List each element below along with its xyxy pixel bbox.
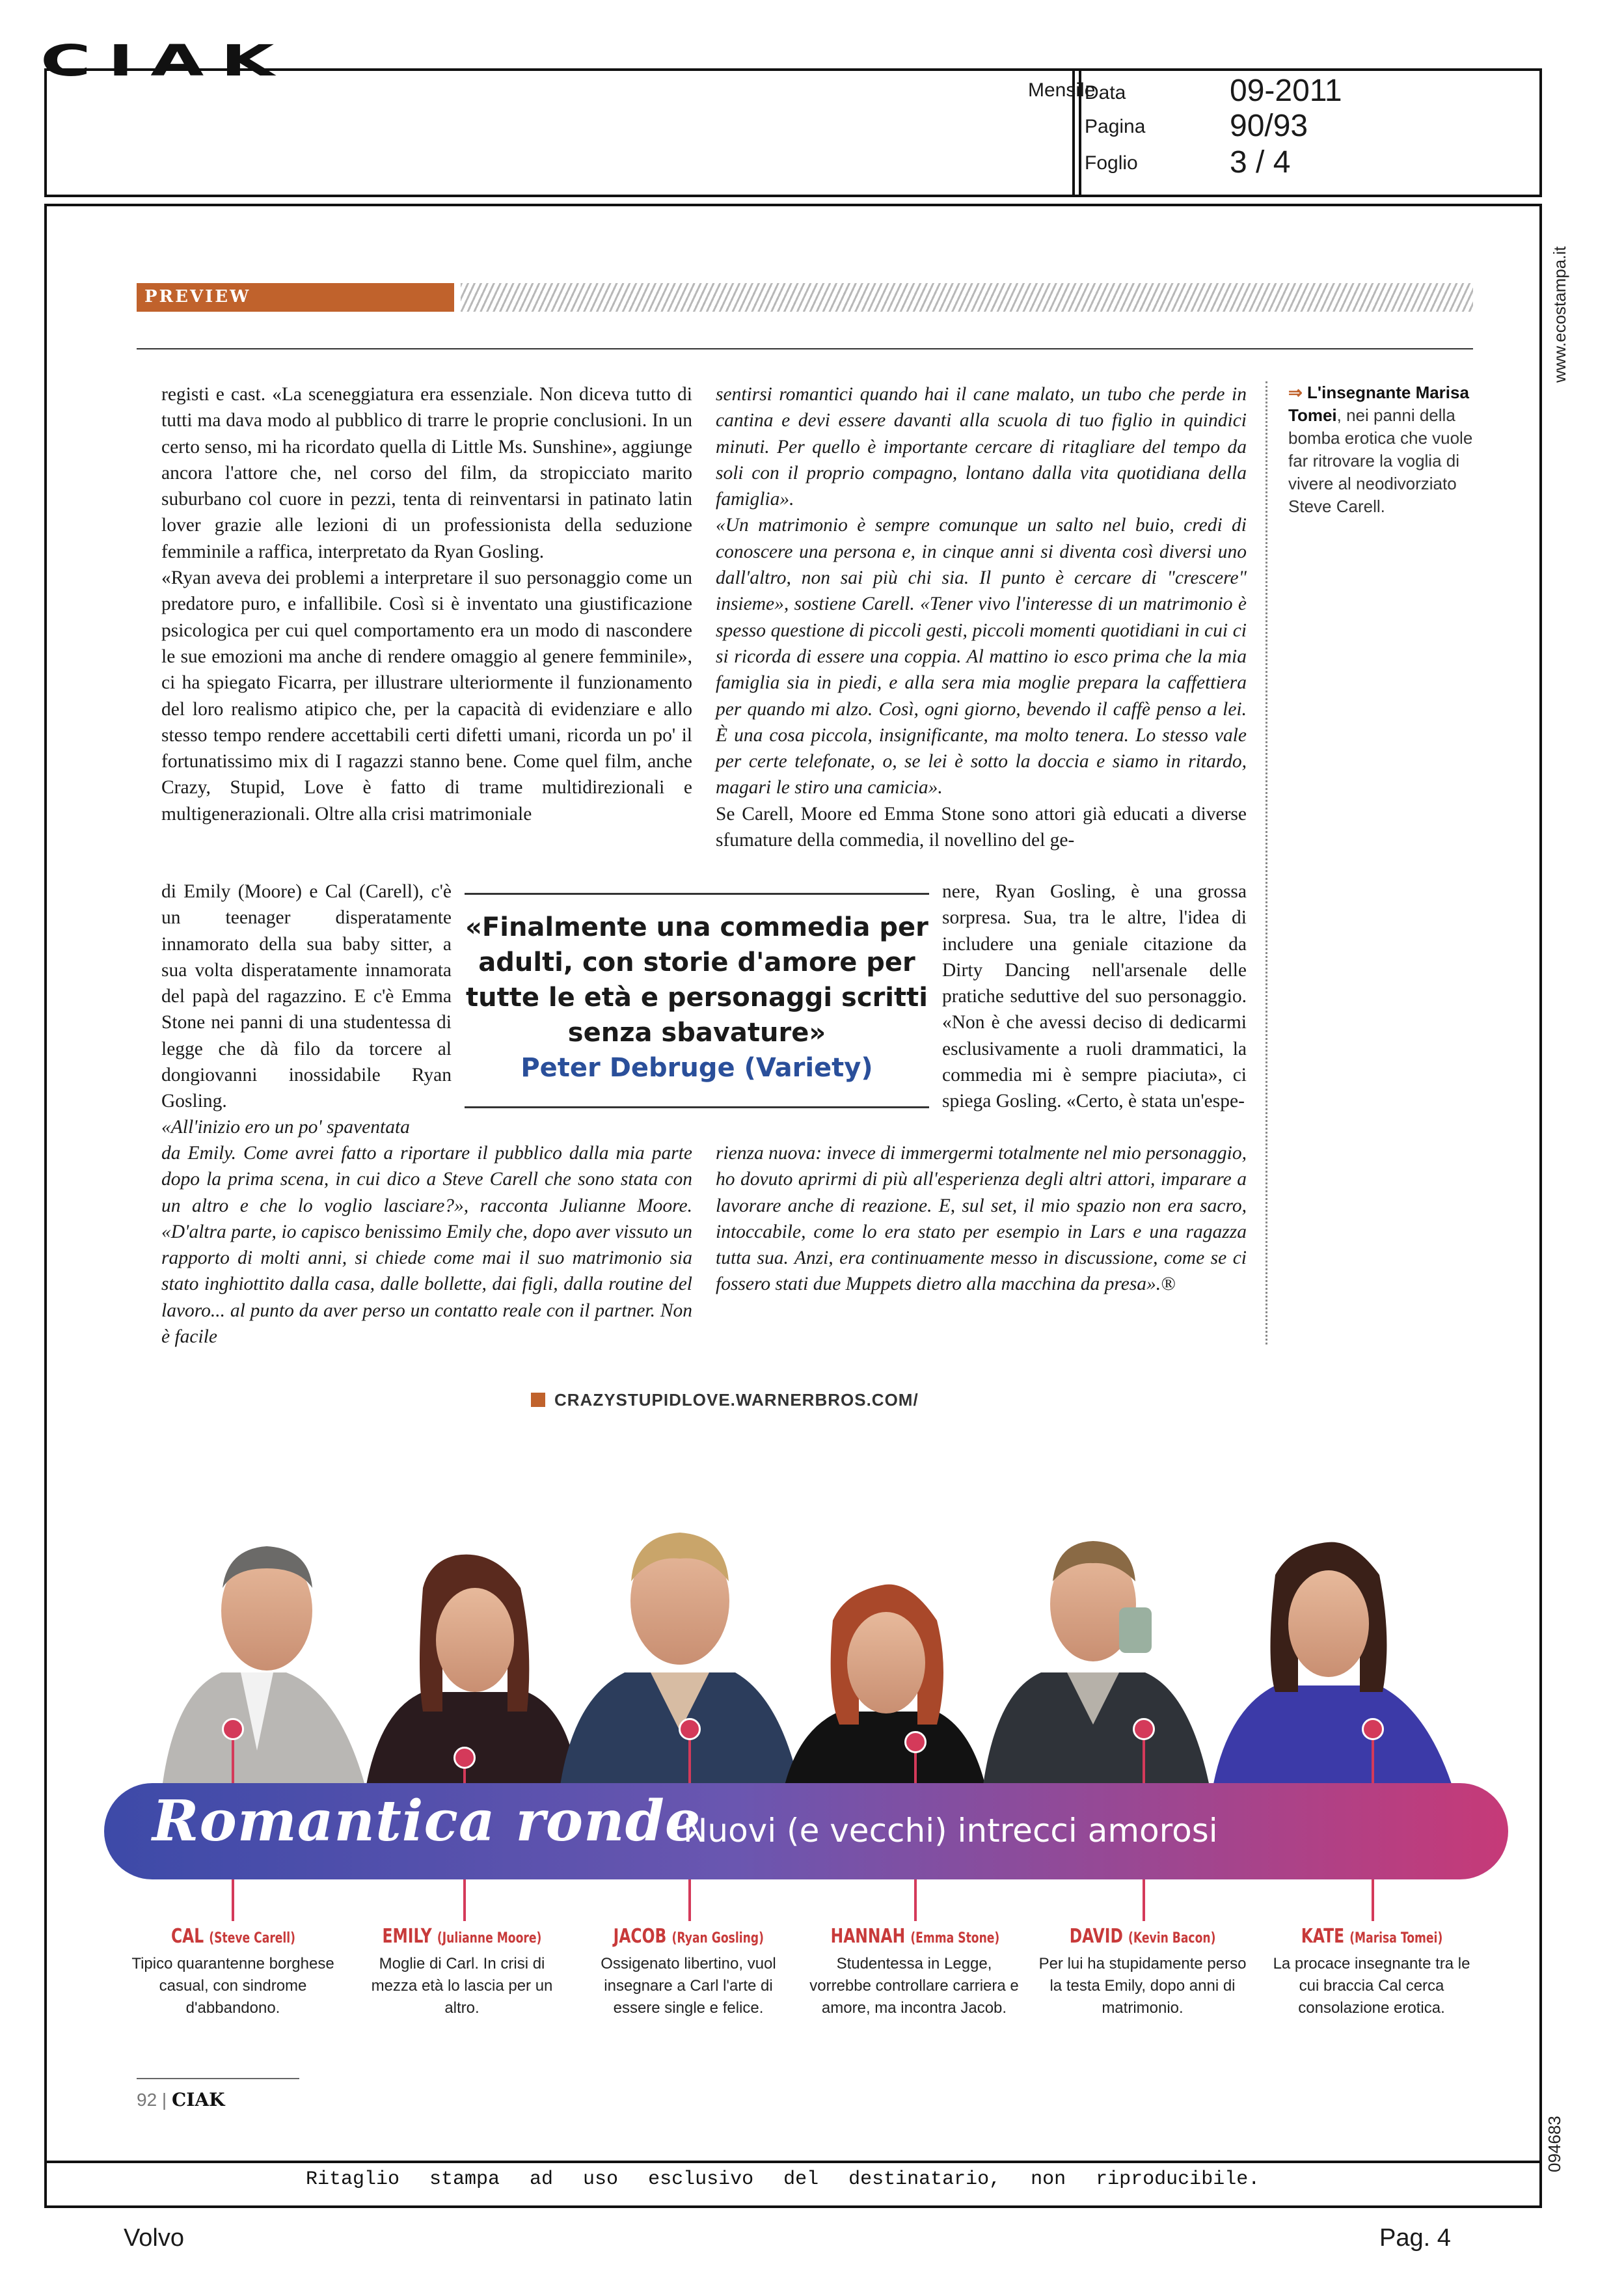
marker-dot-kate <box>1362 1718 1384 1740</box>
paragraph: sentirsi romantici quando hai il cane malato, un tubo che perde in cantina e devi essere davanti alla scuola di tuo figlio in quindici minuti. Per quello è importante cercare di ritagliare del tempo da soli con il proprio compagno, lontano dalla vita quotidiana della famiglia». <box>716 384 1247 510</box>
character-name: KATE <box>1301 1925 1344 1948</box>
quote-rule-bottom <box>465 1106 929 1108</box>
frequency-label: Mensile <box>1028 79 1096 101</box>
caption-body: , nei panni della bomba erotica che vuole far ritrovare la voglia di vivere al neodivorziato Steve Carell. <box>1288 405 1473 516</box>
character-actor: (Kevin Bacon) <box>1128 1930 1216 1946</box>
paragraph: Se Carell, Moore ed Emma Stone sono attori già educati a diverse sfumature della commedia, il novellino del ge- <box>716 803 1247 851</box>
article-column-2 <box>716 381 1247 853</box>
character-name: HANNAH <box>830 1925 906 1948</box>
clipping-code: 094683 <box>1545 2116 1564 2172</box>
character-actor: (Ryan Gosling) <box>671 1930 764 1946</box>
pagina-label: Pagina <box>1085 116 1146 137</box>
pagina-value: 90/93 <box>1230 109 1308 143</box>
publication-logo: CIAK <box>40 36 291 86</box>
cast-member-hannah <box>781 1585 989 1816</box>
character-desc: Ossigenato libertino, vuol insegnare a Carl l'arte di essere single e felice. <box>601 1955 776 2017</box>
paragraph: «Un matrimonio è sempre comunque un salto nel buio, credi di conoscere una persona e, in cinque anni si diventa così diversi uno dall'altro, non sai più chi sia. Il punto è cercare di "crescere" insieme», sostiene Carell. «Tener vivo l'interesse di un matrimonio è spesso questione di piccoli gesti, piccoli momenti quotidiani in cui ci si ricorda di essere una coppia. Al mattino io esco prima che la mia famiglia sia in piedi, e alla sera mia moglie prepara la caffettiera per quando mi alzo. Così, ogni giorno, bevendo il caffè penso a lei. È una cosa piccola, insignificante, ma molto tenera. Lo stesso vale per certe telefonate, o, se lei è sotto la doccia e siamo in ritardo, magari le stiro una camicia». <box>716 515 1247 798</box>
connector-hannah-bottom <box>914 1879 917 1921</box>
marker-dot-hannah <box>904 1731 927 1753</box>
top-rule <box>137 348 1473 349</box>
article-column-1 <box>161 381 692 827</box>
cast-member-kate <box>1210 1542 1457 1816</box>
data-label: Data <box>1085 82 1126 103</box>
character-desc: Tipico quarantenne borghese casual, con sindrome d'abbandono. <box>131 1955 334 2017</box>
character-hannah <box>807 1925 1022 2019</box>
reproduction-notice: Ritaglio stampa ad uso esclusivo del destinatario, non riproducibile. <box>306 2168 1260 2190</box>
client-name: Volvo <box>124 2224 184 2252</box>
quote-rule-top <box>465 893 929 895</box>
page-number: 92 | CIAK <box>137 2089 225 2110</box>
character-kate <box>1264 1925 1479 2019</box>
section-hatch <box>461 283 1473 312</box>
paragraph: registi e cast. «La sceneggiatura era essenziale. Non diceva tutto di tutti ma dava modo al pubblico di trarre le proprie conclusioni. In un certo senso, mi ha ricordato quella di Little Ms. Sunshine», aggiunge ancora l'attore che, nel corso del film, da stropicciato marito suburbano col cuore in pezzi, tenta di reinventarsi in patinato latin lover grazie alle lezioni di un professionista della seduzione femminile a raffica, interpretato da Ryan Gosling. <box>161 384 692 562</box>
cast-member-emily <box>364 1555 579 1816</box>
character-desc: Moglie di Carl. In crisi di mezza età lo lascia per un altro. <box>371 1955 553 2017</box>
data-value: 09-2011 <box>1230 74 1342 108</box>
pull-quote <box>465 910 929 1085</box>
page-indicator: Pag. 4 <box>1379 2224 1451 2252</box>
character-name: JACOB <box>613 1925 667 1948</box>
page-brand: CIAK <box>172 2089 225 2110</box>
page-number-rule <box>137 2078 299 2079</box>
character-jacob <box>581 1925 796 2019</box>
caption-divider <box>1265 381 1267 1344</box>
band-title: Romantica ronde <box>152 1788 701 1854</box>
character-emily <box>355 1925 569 2019</box>
connector-david-bottom <box>1143 1879 1145 1921</box>
character-desc: La procace insegnante tra le cui braccia Cal cerca consolazione erotica. <box>1273 1955 1470 2017</box>
paragraph: «All'inizio ero un po' spaventata <box>161 1117 410 1138</box>
character-desc: Per lui ha stupidamente perso la testa Emily, dopo anni di matrimonio. <box>1038 1955 1247 2017</box>
marker-dot-emily <box>453 1747 476 1769</box>
marker-dot-jacob <box>679 1718 701 1740</box>
marker-dot-david <box>1133 1718 1155 1740</box>
character-name: CAL <box>170 1925 204 1948</box>
connector-cal-bottom <box>232 1879 234 1921</box>
caption-lead: L'insegnante Marisa Tomei <box>1288 383 1469 425</box>
paragraph: «Ryan aveva dei problemi a interpretare il suo personaggio come un predatore puro, e infallibile. Così si è inventato una giustificazione psicologica per cui quel comportamento era un modo di nascondere le sue emozioni ma anche di rendere omaggio al genere femminile», ci ha spiegato Ficarra, per illustrare ulteriormente il funzionamento del loro realismo atipico che, per la capacità di evidenziare e allo stesso tempo rendere accettabili certi difetti umani, ricorda un po' il fortunatissimo mix di I ragazzi stanno bene. Come quel film, anche Crazy, Stupid, Love è fatto di trame multidirezionali e multigenerazionali. Oltre alla crisi matrimoniale <box>161 567 692 825</box>
paragraph: rienza nuova: invece di immergermi totalmente nel mio personaggio, ho dovuto aprirmi di più all'esperienza degli altri attori, imparare a lavorare anche di reazione. E, sul set, il mio spazio non era sacro, intoccabile, come lo era stato per esempio in Lars e una ragazza tutta sua. Anzi, era continuamente messo in discussione, come se ci fossero stati due Muppets dietro alla macchina da presa».® <box>716 1143 1247 1295</box>
character-name: DAVID <box>1069 1925 1123 1948</box>
character-actor: (Emma Stone) <box>910 1930 1000 1946</box>
character-name: EMILY <box>382 1925 432 1948</box>
foglio-value: 3 / 4 <box>1230 145 1291 180</box>
article-column-1-split: di Emily (Moore) e Cal (Carell), c'è un teenager disperatamente innamorato della sua baby sitter, a sua volta disperatamente innamorata del papà del ragazzino. E c'è Emma Stone nei panni di una studentessa di legge che dà filo da torcere al dongiovanni inossidabile Ryan Gosling. <box>161 881 452 1112</box>
footer-divider <box>44 2163 47 2208</box>
connector-emily-bottom <box>463 1879 466 1921</box>
connector-jacob-bottom <box>688 1879 691 1921</box>
page-number-value: 92 <box>137 2090 157 2110</box>
character-actor: (Julianne Moore) <box>437 1930 542 1946</box>
foglio-label: Foglio <box>1085 152 1138 174</box>
character-actor: (Steve Carell) <box>208 1930 295 1946</box>
photo-caption <box>1288 381 1483 518</box>
character-actor: (Marisa Tomei) <box>1349 1930 1442 1946</box>
pull-quote-author: Peter Debruge (Variety) <box>521 1053 873 1083</box>
website-text: CRAZYSTUPIDLOVE.WARNERBROS.COM/ <box>554 1390 919 1410</box>
arrow-icon: ⇒ <box>1288 383 1303 402</box>
pull-quote-text: «Finalmente una commedia per adulti, con storie d'amore per tutte le età e personaggi scritti senza sbavature» <box>465 912 928 1048</box>
ecostampa-watermark: www.ecostampa.it <box>1550 246 1569 383</box>
square-bullet-icon <box>531 1393 545 1407</box>
band-subtitle: Nuovi (e vecchi) intrecci amorosi <box>683 1812 1218 1849</box>
character-cal <box>126 1925 340 2019</box>
character-desc: Studentessa in Legge, vorrebbe controllare carriera e amore, ma incontra Jacob. <box>809 1955 1019 2017</box>
section-tag: PREVIEW <box>137 283 454 312</box>
cast-member-david <box>982 1541 1210 1816</box>
character-david <box>1035 1925 1250 2019</box>
cast-member-cal <box>163 1546 364 1816</box>
article-column-2-split: nere, Ryan Gosling, è una grossa sorpresa. Sua, tra le altre, l'idea di includere una geniale citazione da Dirty Dancing nell'arsenale delle pratiche seduttive del suo personaggio. «Non è che avessi deciso di dedicarmi esclusivamente a ruoli drammatici, la commedia mi è sempre piaciuta», ci spiega Gosling. «Certo, è stata un'espe- <box>942 881 1247 1112</box>
paragraph: da Emily. Come avrei fatto a riportare il pubblico dalla mia parte dopo la prima scena, in cui dico a Steve Carell che sono stata con un altro e che lo voglio lasciare?», racconta Julianne Moore. «D'altra parte, io capisco benissimo Emily che, dopo aver vissuto un rapporto di molti anni, si chiede come mai il suo matrimonio sia stato inghiottito dalla casa, dalle bollette, dai figli, dalla routine del lavoro... al punto da aver perso un contatto reale con il partner. Non è facile <box>161 1143 692 1348</box>
connector-kate-bottom <box>1372 1879 1374 1921</box>
cast-member-jacob <box>560 1533 800 1816</box>
website-link[interactable] <box>531 1390 919 1410</box>
marker-dot-cal <box>222 1718 244 1740</box>
